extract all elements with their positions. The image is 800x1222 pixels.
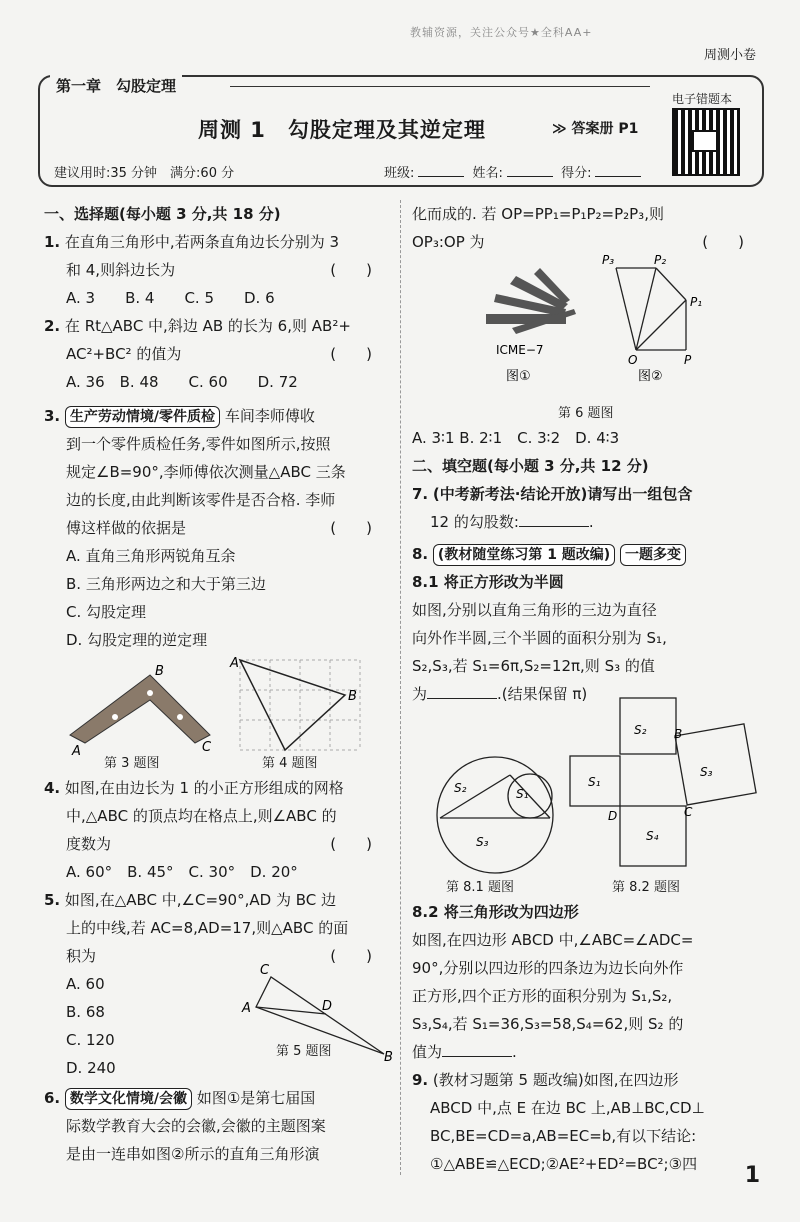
svg-text:P: P (684, 353, 692, 367)
column-divider (400, 200, 401, 1175)
svg-text:S₂: S₂ (454, 781, 467, 795)
svg-text:C: C (684, 805, 693, 819)
svg-text:S₂: S₂ (634, 723, 647, 737)
figure-caption: 第 8.1 题图 (446, 880, 514, 895)
figure-caption: 第 3 题图 (104, 756, 160, 771)
svg-text:D: D (608, 809, 618, 823)
figure-caption: 第 8.2 题图 (612, 880, 680, 895)
svg-text:图①: 图① (506, 369, 531, 384)
series-label: 周测小卷 (703, 48, 756, 63)
divider (230, 86, 650, 87)
options: A. 3 B. 4 C. 5 D. 6 (66, 289, 275, 307)
svg-text:图②: 图② (638, 369, 663, 384)
section-heading: 二、填空题(每小题 3 分,共 12 分) (412, 457, 649, 475)
top-note: 教辅资源，关注公众号★全科AA+ (410, 26, 593, 39)
svg-text:S₄: S₄ (646, 829, 659, 843)
svg-text:B: B (674, 727, 683, 741)
hole-icon (147, 690, 153, 696)
right-column: 化而成的. 若 OP=PP₁=P₁P₂=P₂P₃,则 OP₃:OP 为 ( ) (412, 205, 744, 251)
svg-text:S₁: S₁ (516, 787, 529, 801)
svg-text:C: C (202, 740, 212, 755)
svg-text:P₃: P₃ (602, 254, 615, 267)
svg-text:C: C (260, 963, 270, 978)
svg-text:A: A (230, 656, 239, 671)
ebook-label: 电子错题本 (672, 92, 733, 106)
svg-text:A: A (242, 1001, 251, 1016)
svg-text:S₁: S₁ (588, 775, 601, 789)
question-6: 6. 数学文化情境/会徽 如图①是第七届国 际数学教育大会的会徽,会徽的主题图案 是由一连串如图②所示的直角三角形演 (44, 1089, 326, 1163)
left-column: 一、选择题(每小题 3 分,共 18 分) 1. 在直角三角形中,若两条直角边长分别为 3 和 4,则斜边长为 ( ) A. 3 B. 4 C. 5 D. 6 2. 在 Rt△ABC 中,斜边 AB 的长为 6,则 AB²+ AC²+BC² 的值为 ( ) A. 36 B. 48 C. 60 D. 72 3. 生产劳动情境/零件质检 车间李师傅收 到一个零件质检任务,零件如图所示,按照 规定∠B=90°,李师傅依次测量△ABC 三条 边的长度,由此判断该零件是否合格. 李师 傅这样做的依据是 ( ) A. 直角三角形两锐角互余 B. 三角形两边之和大于第三边 C. 勾股定理 D. 勾股定理的逆定理 (44, 200, 390, 654)
svg-text:P₂: P₂ (654, 254, 667, 267)
svg-text:O: O (628, 353, 638, 367)
svg-text:B: B (155, 664, 164, 679)
part-shape (70, 675, 210, 743)
time-score-info: 建议用时:35 分钟 满分:60 分 (54, 166, 235, 181)
hole-icon (177, 714, 183, 720)
svg-text:A: A (72, 744, 81, 759)
figure-caption: 第 6 题图 (558, 406, 614, 421)
student-info: 班级: 姓名: 得分: (384, 162, 645, 181)
context-tag: 数学文化情境/会徽 (65, 1088, 192, 1110)
page-title: 周测 1 勾股定理及其逆定理 (198, 118, 486, 142)
icme-logo (486, 268, 576, 334)
figure-6 (456, 254, 716, 394)
answer-reference: ≫ 答案册 P1 (552, 121, 639, 137)
section-heading: 一、选择题(每小题 3 分,共 18 分) (44, 205, 281, 223)
triangle-abc (240, 660, 345, 750)
figure-8 (420, 690, 770, 876)
hole-icon (112, 714, 118, 720)
svg-text:S₃: S₃ (700, 765, 713, 779)
left-column-lower: 4. 如图,在由边长为 1 的小正方形组成的网格 中,△ABC 的顶点均在格点上,则∠ABC 的 度数为 ( ) A. 60° B. 45° C. 30° D. 20° 5. 如图,在△ABC 中,∠C=90°,AD 为 BC 边 上的中线,若 AC=8,AD=17,则△ABC 的面 积为 ( ) A. 60 B. 68 C. 120 D. 240 (44, 779, 372, 1077)
right-triangles (616, 268, 686, 350)
svg-text:B: B (348, 689, 357, 704)
right-column-lower: 8.2 将三角形改为四边形 如图,在四边形 ABCD 中,∠ABC=∠ADC= 90°,分别以四边形的四条边为边长向外作 正方形,四个正方形的面积分别为 S₁,S₂, S₃,S₄,若 S₁=36,S₃=58,S₄=62,则 S₂ 的 值为 . 9. (教材习题第 5 题改编)如图,在四边形 ABCD 中,点 E 在边 BC 上,AB⊥BC,CD⊥ BC,BE=CD=a,AB=EC=b,有以下结论: ①△ABE≌△ECD;②AE²+ED²=BC²;③四 (412, 903, 705, 1173)
chapter-title: 第一章 勾股定理 (50, 75, 182, 96)
svg-text:ICME−7: ICME−7 (496, 343, 544, 357)
figure-caption: 第 5 题图 (276, 1044, 332, 1059)
page-number: 1 (744, 1163, 760, 1188)
right-column-middle: A. 3∶1 B. 2∶1 C. 3∶2 D. 4∶3 二、填空题(每小题 3 分,共 12 分) 7. (中考新考法·结论开放)请写出一组包含 12 的勾股数: . 8. (教材随堂练习第 1 题改编) 一题多变 8.1 将正方形改为半圆 如图,分别以直角三角形的三边为直径 向外作半圆,三个半圆的面积分别为 S₁, S₂,S₃,若 S₁=6π,S₂=12π,则 S₃ 的值 为 .(结果保留 π) (412, 424, 762, 708)
check-icon (692, 130, 718, 152)
svg-text:B: B (384, 1050, 393, 1062)
svg-text:S₃: S₃ (476, 835, 489, 849)
svg-text:D: D (322, 999, 333, 1014)
semicircle-figure (437, 757, 553, 873)
figure-caption: 第 4 题图 (262, 756, 318, 771)
svg-text:P₁: P₁ (690, 295, 703, 309)
context-tag: 生产劳动情境/零件质检 (65, 406, 220, 428)
variant-tag: 一题多变 (620, 544, 686, 566)
